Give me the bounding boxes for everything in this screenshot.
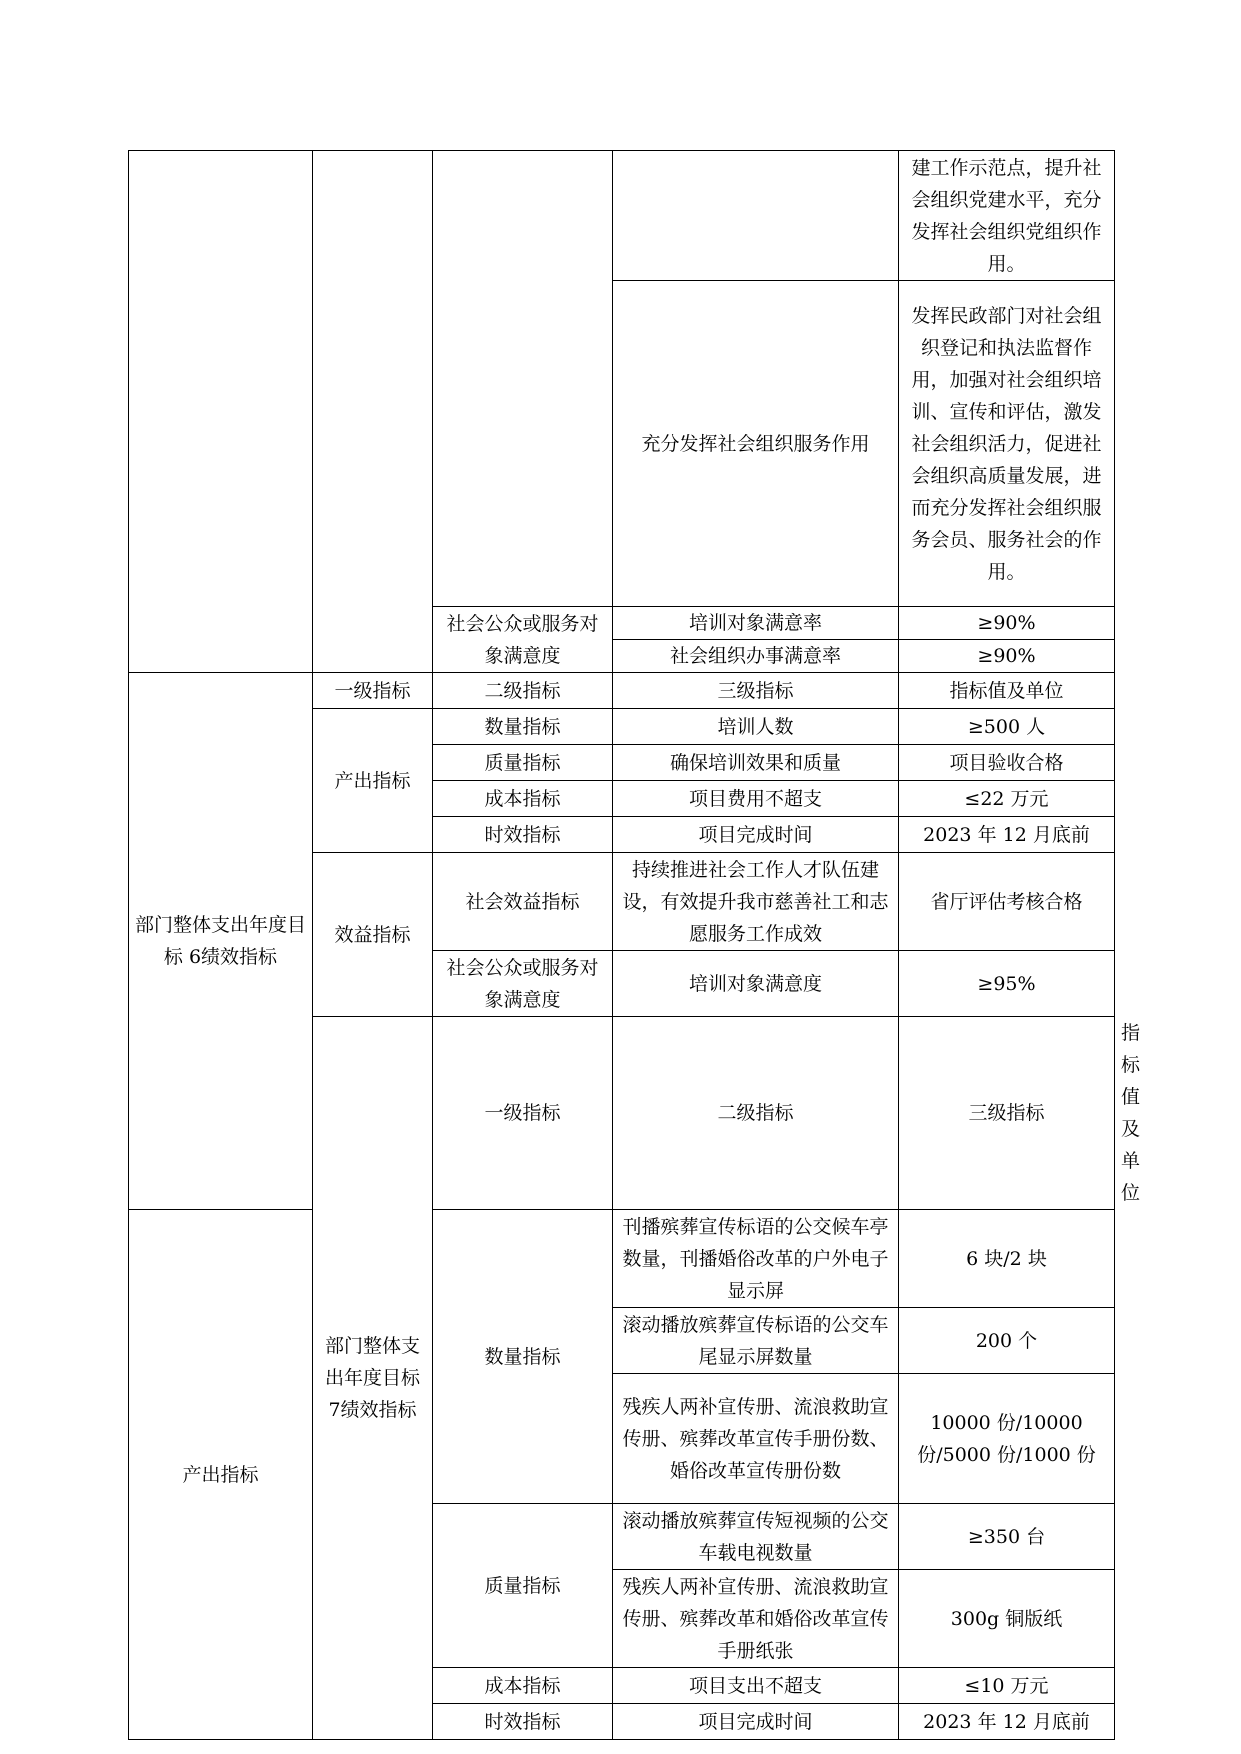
- l2-cell: 社会公众或服务对象满意度: [433, 607, 613, 673]
- goal-title-cell: 部门整体支出年度目标 7绩效指标: [313, 1017, 433, 1740]
- value-cell: ≥90%: [899, 640, 1115, 673]
- value-cell: 6 块/2 块: [899, 1210, 1115, 1308]
- cont-l1-cell: [313, 151, 433, 673]
- l2-cell: 社会公众或服务对象满意度: [433, 951, 613, 1017]
- value-cell: ≥350 台: [899, 1504, 1115, 1570]
- l2-cell: 数量指标: [433, 709, 613, 745]
- value-cell: 300g 铜版纸: [899, 1570, 1115, 1668]
- value-cell: 省厅评估考核合格: [899, 853, 1115, 951]
- cont-value-cell: 建工作示范点，提升社会组织党建水平，充分发挥社会组织党组织作用。: [899, 151, 1115, 281]
- header-row: 部门整体支出年度目标 7绩效指标 一级指标 二级指标 三级指标 指标值及单位: [129, 1017, 1115, 1210]
- l2-cell: 质量指标: [433, 1504, 613, 1668]
- l2-cell: 时效指标: [433, 1704, 613, 1740]
- value-cell: ≤22 万元: [899, 781, 1115, 817]
- value-cell: 发挥民政部门对社会组织登记和执法监督作用，加强对社会组织培训、宣传和评估，激发社会组织活力，促进社会组织高质量发展，进而充分发挥社会组织服务会员、服务社会的作用。: [899, 281, 1115, 607]
- header-l2: 二级指标: [433, 673, 613, 709]
- l1-cell: 产出指标: [313, 709, 433, 853]
- l3-cell: 滚动播放殡葬宣传标语的公交车尾显示屏数量: [613, 1308, 899, 1374]
- l2-cell: 社会效益指标: [433, 853, 613, 951]
- l3-cell: 项目支出不超支: [613, 1668, 899, 1704]
- l1-cell: 产出指标: [129, 1210, 313, 1740]
- value-cell: 2023 年 12 月底前: [899, 817, 1115, 853]
- value-cell: ≥95%: [899, 951, 1115, 1017]
- table-row: [129, 151, 1115, 281]
- value-cell: 项目验收合格: [899, 745, 1115, 781]
- value-cell: ≥500 人: [899, 709, 1115, 745]
- cont-l2-cell: [433, 151, 613, 607]
- value-cell: 10000 份/10000 份/5000 份/1000 份: [899, 1374, 1115, 1504]
- value-cell: 200 个: [899, 1308, 1115, 1374]
- value-cell: ≥90%: [899, 607, 1115, 640]
- l2-cell: 成本指标: [433, 1668, 613, 1704]
- header-l1: 一级指标: [313, 673, 433, 709]
- performance-table: [128, 150, 1141, 1740]
- cont-l3-cell: [613, 151, 899, 281]
- l2-cell: 质量指标: [433, 745, 613, 781]
- goal-title-cell: 部门整体支出年度目标 6绩效指标: [129, 673, 313, 1210]
- l3-cell: 项目费用不超支: [613, 781, 899, 817]
- value-cell: 2023 年 12 月底前: [899, 1704, 1115, 1740]
- header-l3: 三级指标: [899, 1017, 1115, 1210]
- header-l2: 二级指标: [613, 1017, 899, 1210]
- l3-cell: 培训人数: [613, 709, 899, 745]
- l3-cell: 残疾人两补宣传册、流浪救助宣传册、殡葬改革和婚俗改革宣传手册纸张: [613, 1570, 899, 1668]
- header-l1: 一级指标: [433, 1017, 613, 1210]
- l3-cell: 充分发挥社会组织服务作用: [613, 281, 899, 607]
- l2-cell: 数量指标: [433, 1210, 613, 1504]
- l3-cell: 确保培训效果和质量: [613, 745, 899, 781]
- header-value: 指标值及单位: [899, 673, 1115, 709]
- l2-cell: 时效指标: [433, 817, 613, 853]
- l3-cell: 滚动播放殡葬宣传短视频的公交车载电视数量: [613, 1504, 899, 1570]
- l3-cell: 残疾人两补宣传册、流浪救助宣传册、殡葬改革宣传手册份数、婚俗改革宣传册份数: [613, 1374, 899, 1504]
- l3-cell: 持续推进社会工作人才队伍建设，有效提升我市慈善社工和志愿服务工作成效: [613, 853, 899, 951]
- l3-cell: 培训对象满意率: [613, 607, 899, 640]
- value-cell: ≤10 万元: [899, 1668, 1115, 1704]
- cont-goal-cell: [129, 151, 313, 673]
- table-row: [129, 1210, 1115, 1308]
- l3-cell: 项目完成时间: [613, 1704, 899, 1740]
- l3-cell: 项目完成时间: [613, 817, 899, 853]
- header-row: [129, 673, 1115, 709]
- l3-cell: 培训对象满意度: [613, 951, 899, 1017]
- l2-cell: 成本指标: [433, 781, 613, 817]
- header-l3: 三级指标: [613, 673, 899, 709]
- l3-cell: 社会组织办事满意率: [613, 640, 899, 673]
- l3-cell: 刊播殡葬宣传标语的公交候车亭数量，刊播婚俗改革的户外电子显示屏: [613, 1210, 899, 1308]
- l1-cell: 效益指标: [313, 853, 433, 1017]
